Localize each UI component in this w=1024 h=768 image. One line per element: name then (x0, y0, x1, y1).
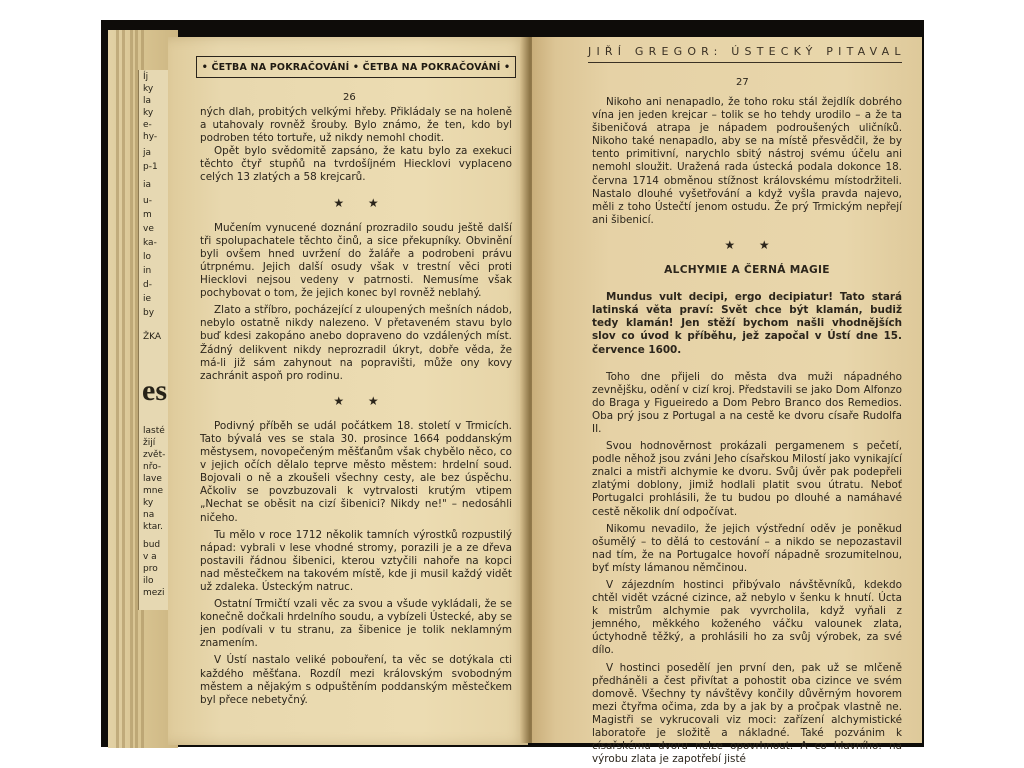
paragraph: V Ústí nastalo veliké pobouření, ta věc se dotýkala cti každého měšťana. Rozdíl mezi královským svobodným městem a nějakým s odpuštěním poddanským městečkem byl přece nebetyčný. (200, 654, 512, 706)
paragraph: Tu mělo v roce 1712 několik tamních výrostků rozpustilý nápad: vybrali v lese vhodné stromy, porazili je a ze dřeva postavili řádnou šibenici, kterou vztyčili nahoře na kopci nad městečkem na takovém místě, kde ji musil každý vidět už zdaleka. Ústeckým natruc. (200, 528, 512, 593)
fragment-text: in (143, 266, 152, 276)
paragraph: Zlato a stříbro, pocházející z uloupených mešních nádob, nebylo ostatně nikdy nalezeno. V přetaveném stavu bylo buď kdesi zakopáno anebo dopraveno do vzdálených míst. Žádný delikvent nikdy neprozradil úkryt, dobře věda, že má-li již sám zahynout na popravišti, může ony kovy zachránit aspoň pro rodinu. (200, 304, 512, 382)
fragment-text: žijí (143, 438, 156, 448)
fragment-text: ŽKA (143, 332, 162, 342)
paragraph: Mučením vynucené doznání prozradilo soudu ještě další tři spolupachatele těchto činů, a sice překupníky. Obvinění byli ovšem hned uvržení do žaláře a podrobeni právu útrpnému. Jejich další osudy však v trestní věci proti Hiecklovi nejsou vedeny v patrnosti. Nemusíme však pochybovat o tom, že jejich konec byl rovněž neblahý. (200, 221, 512, 300)
fragment-text: p-1 (143, 162, 158, 172)
chapter-title: ALCHYMIE A ČERNÁ MAGIE (664, 264, 830, 277)
fragment-text: ilo (143, 576, 154, 586)
fragment-text: lasté (143, 426, 165, 436)
fragment-text: mezi (143, 588, 165, 598)
section-divider-stars: ★ ★ (333, 393, 389, 408)
fragment-text: la (143, 96, 152, 106)
fragment-text: na (143, 510, 155, 520)
page-number-right: 27 (736, 77, 749, 88)
page-number-left: 26 (343, 92, 356, 103)
fragment-text: ve (143, 224, 154, 234)
fragment-text: ky (143, 108, 154, 118)
fragment-text: d- (143, 280, 152, 290)
fragment-text: hy- (143, 132, 158, 142)
fragment-text: bud (143, 540, 161, 550)
fragment-text: ktar. (143, 522, 163, 532)
lead-paragraph: Mundus vult decipi, ergo decipiatur! Tato stará latinská věta praví: Svět chce být klamán, budiž tedy klamán! Jen stěží bychom našli vhodnějších slov co úvod k příběhu, jež započal v Ústí dne 15. července 1600. (592, 291, 902, 356)
fragment-text: pro (143, 564, 158, 574)
fragment-text: u- (143, 196, 152, 206)
paragraph: Svou hodnověrnost prokázali pergamenem s pečetí, podle něhož jsou zváni Jeho císařskou Milostí jako vynikající znalci a mistři alchymie ke dvoru. Svůj úvěr pak podepřeli zlatými doblony, jimiž hodlali platit svou útratu. Neboť Portugalci prohlásili, že tu budou po dlouhé a namáhavé cestě několik dní odpočívat. (592, 440, 902, 518)
left-page-text (200, 106, 512, 707)
fragment-text: nřo- (143, 462, 162, 472)
paragraph: V zájezdním hostinci přibývalo návštěvníků, kdekdo chtěl vidět vzácné cizince, až nebylo v šenku k hnutí. Úcta k mistrům alchymie pak vyvrcholila, když vyňali z jemného, měkkého koženého váčku valounek zlata, úctyhodně těžký, a prohlásili ho za svůj výrobek, za své dílo. (592, 579, 902, 657)
fragment-text: v a (143, 552, 157, 562)
fragment-text: m (143, 210, 152, 220)
paragraph: Opět bylo svědomitě zapsáno, že katu bylo za exekuci těchto čtyř stupňů na tvrdošíjném Hiecklovi vyplaceno celých 13 zlatých a 58 krejcarů. (200, 145, 512, 184)
running-header: JIŘÍ GREGOR: ÚSTECKÝ PITAVAL (588, 40, 902, 63)
fragment-text: Íj (143, 72, 149, 82)
fragment-text: ka- (143, 238, 157, 248)
fragment-text: by (143, 308, 155, 318)
fragment-text: lo (143, 252, 152, 262)
section-divider-stars: ★ ★ (724, 237, 780, 252)
fragment-text: e- (143, 120, 152, 130)
paragraph: Toho dne přijeli do města dva muži nápadného zevnějšku, odění v cizí kroj. Představili se jako Dom Alfonzo do Braga y Figueiredo a Dom Pebro Branco dos Remedios. Oba prý jsou z Portugal a na cestě ke dvoru císaře Rudolfa II. (592, 370, 902, 435)
fragment-text: zvět- (143, 450, 166, 460)
fragment-text: ia (143, 180, 152, 190)
fragment-text: ja (143, 148, 152, 158)
fragment-text: lave (143, 474, 162, 484)
section-divider-stars: ★ ★ (333, 195, 389, 210)
fragment-text: ky (143, 498, 154, 508)
series-banner: • ČETBA NA POKRAČOVÁNÍ • ČETBA NA POKRAČOVÁNÍ • (196, 56, 516, 78)
fragment-text: ie (143, 294, 152, 304)
fragment-text: ky (143, 84, 154, 94)
paragraph: ných dlah, probitých velkými hřeby. Přikládaly se na holeně a utahovaly rovněž šrouby. Bylo známo, že ten, kdo byl podroben této tortuře, už nikdy nemohl chodit. (200, 106, 512, 145)
paragraph: Ostatní Trmičtí vzali věc za svou a všude vykládali, že se konečně dočkali hrdelního soudu, a vybízeli Ústecké, aby se jen podívali v tu stranu, za šibenice je tolik neklamným znamením. (200, 598, 512, 650)
paragraph: V hostinci posedělí jen první den, pak už se mlčeně předháněli a čest přivítat a pohostit oba cizince ve svém domově. Všechny ty návštěvy končily důvěrným hovorem mezi čtyřma očima, zda by a jak by a pročpak vlastně ne. Magistři se vykrucovali viz moci: zařízení alchymistické laboratoře je složitě a nákladné. Také pozvánim k císařskému dvoru nelze opovrhnout. A co hlavního: na výrobu zlata je zapotřebí jisté (592, 661, 902, 766)
fragment-text: mne (143, 486, 164, 496)
paragraph: Nikoho ani nenapadlo, že toho roku stál žejdlík dobrého vína jen jeden krejcar – tolik se ho tehdy urodilo – a že ta šibeničová atrapa je nápadem podroušených uličníků. Nikoho také nenapadlo, aby se na místě přesvědčil, že by tento primitivní, narychlo sbitý nástroj svému účelu ani nemohl sloužit. Uražená rada ústecká podala dokonce 18. června 1714 obměnou stížnost královskému místodržiteli. Nastalo dlouhé vyšetřování a když vyšla pravda najevo, měli z toho Ústečtí jenom ostudu. Že prý Trmickým nepřejí ani šibenicí. (592, 96, 902, 226)
fragment-headline: es (142, 374, 167, 407)
paragraph: Podivný příběh se udál počátkem 18. století v Trmicích. Tato bývalá ves se stala 30. prosince 1664 poddanským městysem, novopečeným měšťanům však chybělo něco, co v jejich očích dělalo teprve město městem: hrdelní soud. Bojovali o ně a zkoušeli všechny cesty, ale bez úspěchu. Ačkoliv se povzbuzovali k vytrvalosti krutým vtipem „Nechat se oběsit na cizí šibenici? Nikdy ne!" – nedosáhli ničeho. (200, 419, 512, 524)
right-page-text (592, 96, 902, 766)
paragraph: Nikomu nevadilo, že jejich výstřední oděv je poněkud ošumělý – to dělá to cestování – a nikdo se nepozastavil nad tím, že na Portugalce hovoří nápadně srozumitelnou, byť místy lámanou němčinou. (592, 522, 902, 574)
